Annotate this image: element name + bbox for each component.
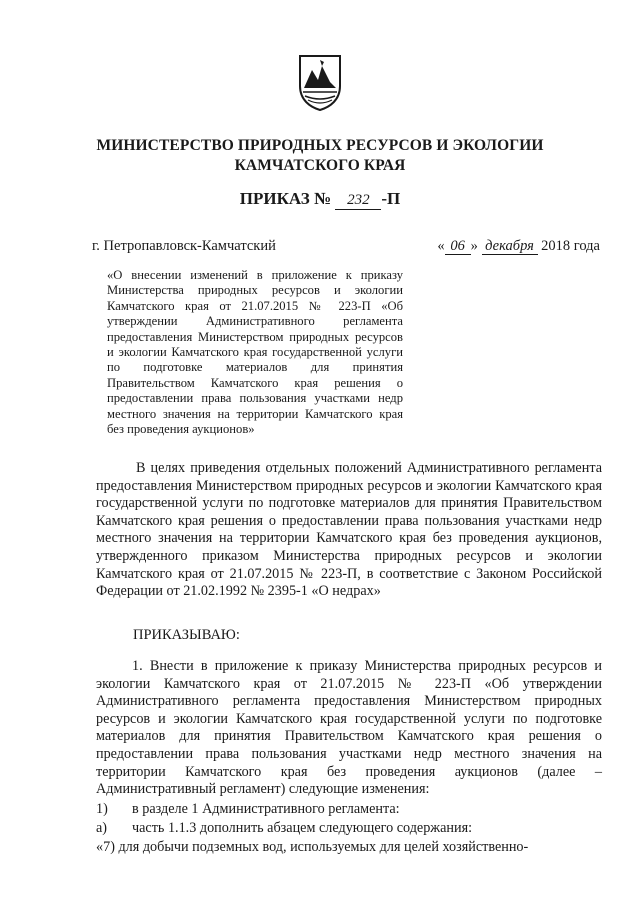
- order-subject: «О внесении изменений в приложение к приказу Министерства природных ресурсов и экологии Камчатского края от 21.07.2015 № 223-П «Об утверждении Административного регламента предоставления Министерством природных ресурсов и экологии Камчатского края государственной услуги по подготовке материалов для принятия Правительством Камчатского края решения о предоставлении права пользования участками недр местного значения на территории Камчатского края без проведения аукционов»: [107, 268, 403, 437]
- date-open-quote: «: [437, 238, 445, 254]
- date-year: 2018 года: [541, 238, 600, 254]
- list-item-text: в разделе 1 Административного регламента:: [132, 801, 400, 817]
- last-line: «7) для добычи подземных вод, используемых для целей хозяйственно-: [96, 839, 529, 855]
- list-item: [96, 820, 602, 838]
- list-item: [96, 801, 602, 819]
- order-title: [0, 188, 640, 210]
- list-item-number: а): [96, 820, 108, 836]
- order-prefix: ПРИКАЗ №: [239, 189, 332, 208]
- date-day: 06: [445, 238, 471, 255]
- order-directive: ПРИКАЗЫВАЮ:: [133, 627, 240, 643]
- ministry-line-1: МИНИСТЕРСТВО ПРИРОДНЫХ РЕСУРСОВ И ЭКОЛОГИИ: [96, 137, 544, 154]
- date-close-quote: »: [470, 238, 478, 254]
- ministry-line-2: КАМЧАТСКОГО КРАЯ: [234, 157, 406, 174]
- ministry-name: [0, 136, 640, 176]
- date-month: декабря: [482, 238, 538, 255]
- item-1-paragraph: 1. Внести в приложение к приказу Министерства природных ресурсов и экологии Камчатского края от 21.07.2015 № 223-П «Об утверждении Административного регламента предоставления Министерством природных ресурсов и экологии Камчатского края государственной услуги по подготовке материалов для принятия Правительством Камчатского края решения о предоставлении права пользования участками недр местного значения на территории Камчатского края без проведения аукционов (далее – Административный регламент) следующие изменения:: [96, 658, 602, 798]
- order-suffix: -П: [381, 189, 401, 208]
- order-number: 232: [335, 191, 381, 210]
- place-of-issue: г. Петропавловск-Камчатский: [92, 238, 276, 254]
- order-date: [437, 237, 600, 255]
- preamble-paragraph: В целях приведения отдельных положений Административного регламента предоставления Министерством природных ресурсов и экологии Камчатского края государственной услуги по подготовке материалов для принятия Правительством Камчатского края решения о предоставлении права пользования участками недр местного значения на территории Камчатского края без проведения аукционов, утвержденного приказом Министерства природных ресурсов и экологии Камчатского края от 21.07.2015 № 223-П, в соответствие с Законом Российской Федерации от 21.02.1992 № 2395-1 «О недрах»: [96, 460, 602, 600]
- list-item-number: 1): [96, 801, 108, 817]
- coat-of-arms-emblem: [296, 52, 344, 112]
- list-item-text: часть 1.1.3 дополнить абзацем следующего содержания:: [132, 820, 473, 836]
